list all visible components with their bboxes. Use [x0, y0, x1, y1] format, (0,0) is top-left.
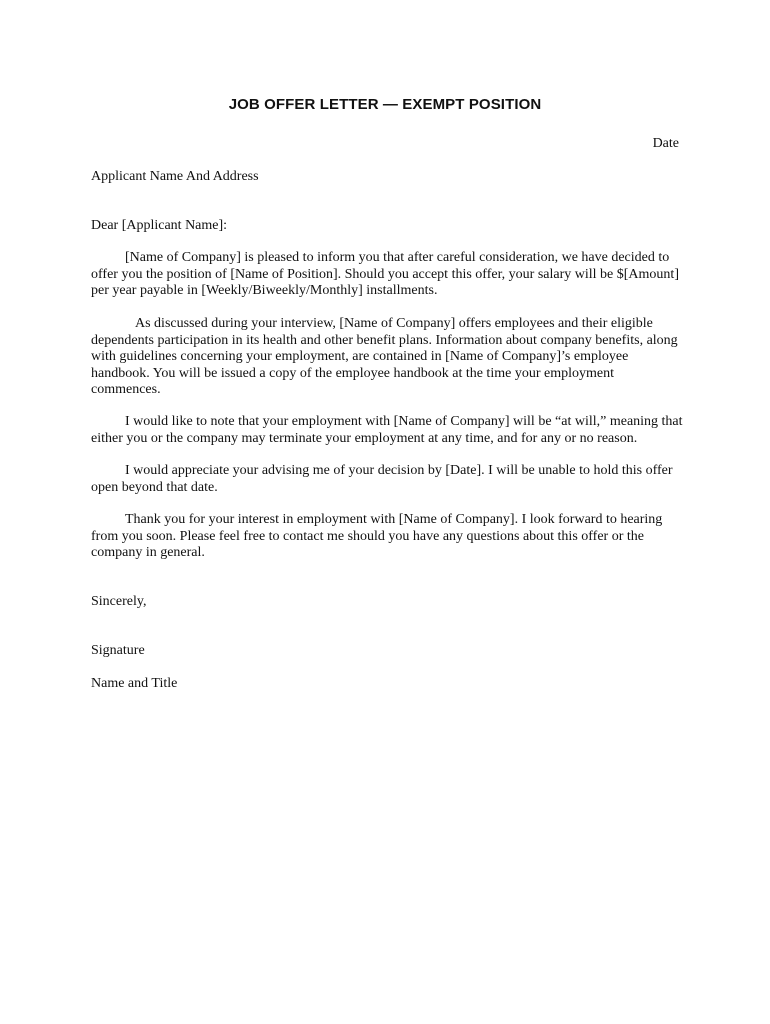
signature: Signature	[91, 643, 145, 658]
paragraph-line: open beyond that date.	[91, 479, 218, 495]
paragraph-line: I would appreciate your advising me of your decision by [Date]. I will be unable to hold this offer	[125, 463, 673, 478]
salutation: Dear [Applicant Name]:	[91, 218, 228, 233]
letter-title: JOB OFFER LETTER — EXEMPT POSITION	[228, 96, 542, 113]
paragraph-line: Thank you for your interest in employment with [Name of Company]. I look forward to hearing	[125, 512, 663, 527]
paragraph-line: handbook. You will be issued a copy of the employee handbook at the time your employment	[91, 365, 614, 381]
paragraph-line: company in general.	[91, 545, 205, 560]
paragraph-decision	[91, 463, 685, 496]
paragraph-line: offer you the position of [Name of Position]. Should you accept this offer, your salary will be $[Amount]	[91, 266, 679, 282]
paragraph-line: commences.	[91, 382, 161, 397]
paragraph-line: As discussed during your interview, [Name of Company] offers employees and their eligible	[135, 316, 653, 331]
paragraph-line: [Name of Company] is pleased to inform you that after careful consideration, we have decided to	[125, 250, 670, 265]
paragraph-line: from you soon. Please feel free to contact me should you have any questions about this offer or the	[91, 528, 644, 544]
name-and-title: Name and Title	[91, 676, 178, 691]
paragraph-line: I would like to note that your employment with [Name of Company] will be “at will,” meaning that	[125, 414, 683, 429]
paragraph-at-will	[91, 414, 685, 447]
closing: Sincerely,	[91, 594, 147, 609]
paragraph-line: either you or the company may terminate your employment at any time, and for any or no reason.	[91, 430, 638, 446]
paragraph-thanks	[91, 512, 685, 562]
paragraph-offer	[91, 250, 685, 300]
letter-date: Date	[652, 136, 679, 151]
paragraph-benefits	[91, 316, 685, 399]
paragraph-line: per year payable in [Weekly/Biweekly/Monthly] installments.	[91, 283, 438, 298]
paragraph-line: dependents participation in its health and other benefit plans. Information about company benefits, along	[91, 332, 678, 348]
applicant-address: Applicant Name And Address	[91, 169, 259, 184]
paragraph-line: with guidelines concerning your employment, are contained in [Name of Company]’s employee	[91, 349, 629, 364]
